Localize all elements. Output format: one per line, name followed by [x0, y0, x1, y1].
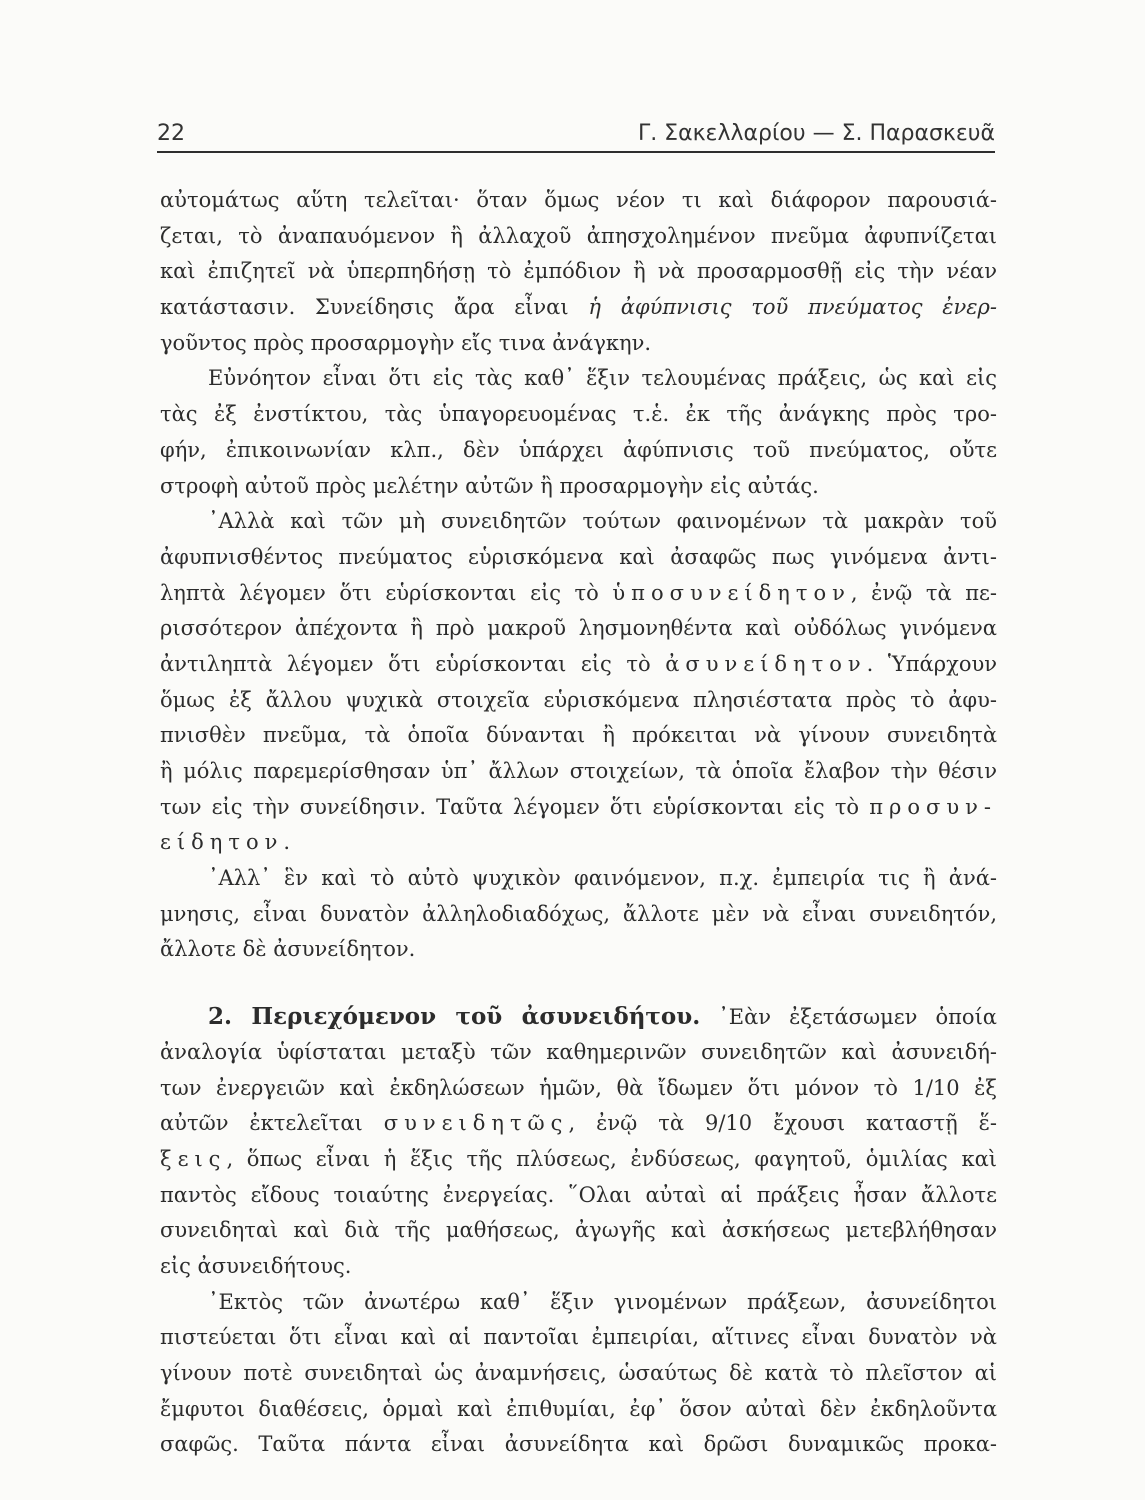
- text-line: σαφῶς. Ταῦτα πάντα εἶναι ἀσυνείδητα καὶ δρῶσι δυναμικῶς προκα-: [160, 1432, 997, 1457]
- text-line: αὐτομάτως αὕτη τελεῖται· ὅταν ὅμως νέον τι καὶ διάφορον παρουσιά-: [160, 188, 997, 212]
- text-line: [160, 999, 997, 1035]
- header-rule: [157, 151, 995, 153]
- page-header: [157, 115, 995, 151]
- text-line: ᾽Αλλὰ καὶ τῶν μὴ συνειδητῶν τούτων φαινομένων τὰ μακρὰν τοῦ: [208, 509, 997, 534]
- text-line: ρισσότερον ἀπέχοντα ἢ πρὸ μακροῦ λησμονηθέντα καὶ οὐδόλως γινόμενα: [160, 616, 997, 641]
- text-line: γίνουν ποτὲ συνειδηταὶ ὡς ἀναμνήσεις, ὡσαύτως δὲ κατὰ τὸ πλεῖστον αἱ: [160, 1361, 997, 1385]
- spaced-term: προσυν-: [869, 794, 997, 819]
- text-line: [160, 825, 997, 861]
- text-line: παντὸς εἴδους τοιαύτης ἐνεργείας. ῞Ολαι αὐταὶ αἱ πράξεις ἦσαν ἄλλοτε: [160, 1182, 997, 1207]
- text-line: [160, 290, 997, 326]
- text-line: τὰς ἐξ ἐνστίκτου, τὰς ὑπαγορευομένας τ.ἑ. ἐκ τῆς ἀνάγκης πρὸς τρο-: [160, 402, 997, 427]
- text-span: κατάστασιν. Συνείδησις ἄρα εἶναι: [160, 295, 589, 320]
- running-title: Γ. Σακελλαρίου — Σ. Παρασκευᾶ: [637, 121, 995, 146]
- text-line: ἀναλογία ὑφίσταται μεταξὺ τῶν καθημερινῶν συνειδητῶν καὶ ἀσυνειδή-: [160, 1039, 997, 1064]
- section-gap: [160, 968, 997, 999]
- text-line: [160, 1106, 997, 1142]
- text-line: καὶ ἐπιζητεῖ νὰ ὑπερπηδήσῃ τὸ ἐμπόδιον ἢ νὰ προσαρμοσθῇ εἰς τὴν νέαν: [160, 259, 997, 284]
- text-line: [160, 647, 997, 683]
- text-line: ἄλλοτε δὲ ἀσυνείδητον.: [160, 937, 416, 962]
- text-span: των εἰς τὴν συνείδησιν. Ταῦτα λέγομεν ὅτι εὑρίσκονται εἰς τὸ: [160, 794, 870, 819]
- text-line: ᾽Αλλ᾽ ἓν καὶ τὸ αὐτὸ ψυχικὸν φαινόμενον, π.χ. ἐμπειρία τις ἢ ἀνά-: [208, 866, 997, 891]
- text-line: συνειδηταὶ καὶ διὰ τῆς μαθήσεως, ἀγωγῆς καὶ ἀσκήσεως μετεβλήθησαν: [160, 1218, 997, 1243]
- text-line: [160, 1142, 997, 1178]
- section-heading: 2. Περιεχόμενον τοῦ ἀσυνειδήτου.: [208, 1003, 701, 1031]
- text-line: πιστεύεται ὅτι εἶναι καὶ αἱ παντοῖαι ἐμπειρίαι, αἵτινες εἶναι δυνατὸν νὰ: [160, 1325, 997, 1350]
- text-span: ᾽Εὰν ἐξετάσωμεν ὁποία: [700, 1005, 997, 1030]
- text-line: ζεται, τὸ ἀναπαυόμενον ἢ ἀλλαχοῦ ἀπησχολημένον πνεῦμα ἀφυπνίζεται: [160, 223, 997, 248]
- body-text: [160, 183, 997, 1463]
- text-line: ἀφυπνισθέντος πνεύματος εὑρισκόμενα καὶ ἀσαφῶς πως γινόμενα ἀντι-: [160, 544, 997, 569]
- text-line: [160, 790, 997, 826]
- text-line: εἰς ἀσυνειδήτους.: [160, 1253, 352, 1278]
- text-span: αὐτῶν ἐκτελεῖται: [160, 1111, 384, 1136]
- spaced-term: ἀσυνείδητον: [665, 651, 867, 676]
- spaced-term: είδητον.: [160, 830, 297, 855]
- text-span: , ὅπως εἶναι ἡ ἕξις τῆς πλύσεως, ἐνδύσεως, φαγητοῦ, ὁμιλίας καὶ: [226, 1146, 997, 1171]
- text-span: , ἐνῷ τὰ πε-: [850, 580, 998, 605]
- spaced-term: ὑποσυνείδητον: [612, 580, 851, 605]
- text-span: . Ὑπάρχουν: [866, 651, 997, 676]
- text-line: μνησις, εἶναι δυνατὸν ἀλληλοδιαδόχως, ἄλλοτε μὲν νὰ εἶναι συνειδητόν,: [160, 901, 997, 926]
- page-number: 22: [157, 121, 185, 146]
- text-line: φήν, ἐπικοινωνίαν κλπ., δὲν ὑπάρχει ἀφύπνισις τοῦ πνεύματος, οὔτε: [160, 437, 997, 462]
- text-line: γοῦντος πρὸς προσαρμογὴν εἴς τινα ἀνάγκην.: [160, 330, 652, 355]
- text-span: ἀντιληπτὰ λέγομεν ὅτι εὑρίσκονται εἰς τὸ: [160, 651, 666, 676]
- text-line: Εὐνόητον εἶναι ὅτι εἰς τὰς καθ᾽ ἕξιν τελουμένας πράξεις, ὡς καὶ εἰς: [208, 366, 997, 391]
- text-line: ᾽Εκτὸς τῶν ἀνωτέρω καθ᾽ ἕξιν γινομένων πράξεων, ἀσυνείδητοι: [208, 1289, 997, 1314]
- spaced-term: ξεις: [160, 1146, 227, 1171]
- italic-definition: ἡ ἀφύπνισις τοῦ πνεύματος ἐνερ-: [588, 295, 997, 320]
- text-line: ἢ μόλις παρεμερίσθησαν ὑπ᾽ ἄλλων στοιχείων, τὰ ὁποῖα ἔλαβον τὴν θέσιν: [160, 759, 997, 783]
- text-line: πνισθὲν πνεῦμα, τὰ ὁποῖα δύνανται ἢ πρόκειται νὰ γίνουν συνειδητὰ: [160, 723, 997, 748]
- text-line: των ἐνεργειῶν καὶ ἐκδηλώσεων ἡμῶν, θὰ ἴδωμεν ὅτι μόνον τὸ 1/10 ἐξ: [160, 1075, 997, 1100]
- text-line: ὅμως ἐξ ἄλλου ψυχικὰ στοιχεῖα εὑρισκόμενα πλησιέστατα πρὸς τὸ ἀφυ-: [160, 687, 997, 712]
- text-span: , ἐνῷ τὰ 9/10 ἔχουσι καταστῇ ἕ-: [568, 1111, 997, 1136]
- spaced-term: συνειδητῶς: [383, 1111, 569, 1136]
- text-span: ληπτὰ λέγομεν ὅτι εὑρίσκονται εἰς τὸ: [160, 580, 613, 605]
- text-line: στροφὴ αὐτοῦ πρὸς μελέτην αὐτῶν ἢ προσαρμογὴν εἰς αὐτάς.: [160, 473, 819, 498]
- text-line: [160, 576, 997, 612]
- text-line: ἔμφυτοι διαθέσεις, ὁρμαὶ καὶ ἐπιθυμίαι, ἐφ᾽ ὅσον αὐταὶ δὲν ἐκδηλοῦντα: [160, 1396, 997, 1421]
